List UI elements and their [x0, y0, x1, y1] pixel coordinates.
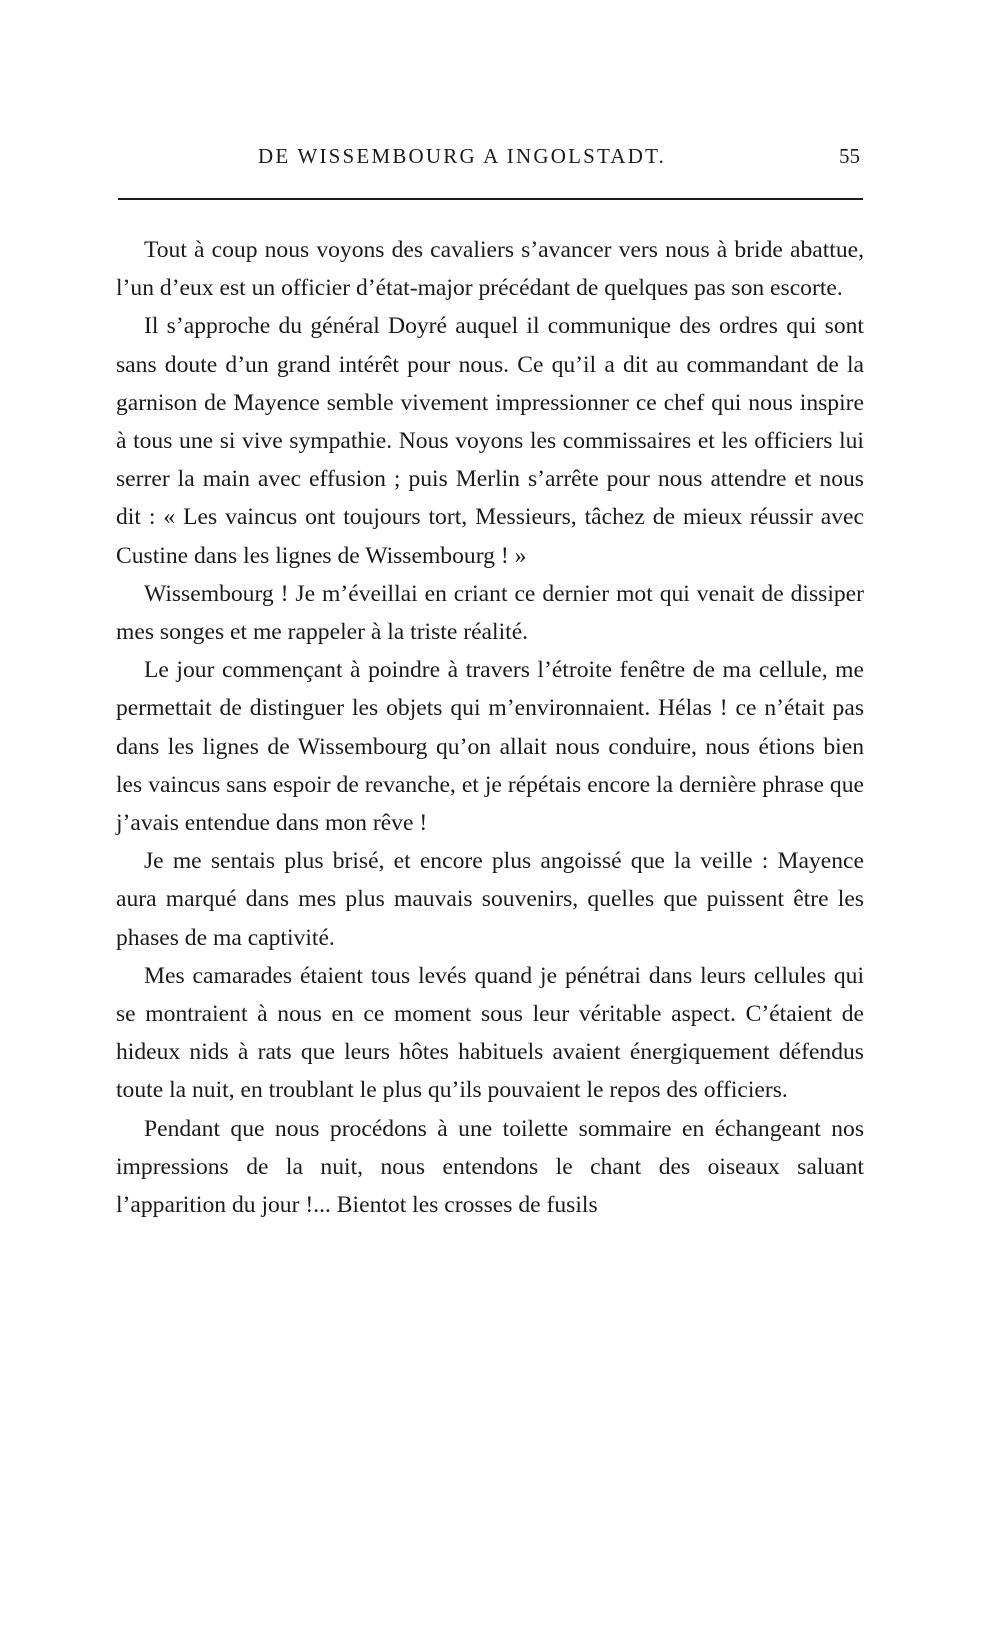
header-rule [118, 198, 863, 200]
page-number: 55 [839, 144, 860, 168]
running-head [116, 144, 866, 178]
paragraph: Mes camarades étaient tous levés quand je pénétrai dans leurs cellules qui se montraient à nous en ce moment sous leur véritable aspect. C’étaient de hideux nids à rats que leurs hôtes habituels avaient énergiquement défendus toute la nuit, en troublant le plus qu’ils pouvaient le repos des officiers. [116, 962, 864, 1104]
paragraph: Pendant que nous procédons à une toilette sommaire en échangeant nos impressions de la nuit, nous entendons le chant des oiseaux saluant l’apparition du jour !... Bientot les crosses de fusils [116, 1115, 864, 1219]
paragraph: Je me sentais plus brisé, et encore plus angoissé que la veille : Mayence aura marqué dans mes plus mauvais souvenirs, quelles que puissent être les phases de ma captivité. [116, 848, 864, 951]
paragraph: Le jour commençant à poindre à travers l’étroite fenêtre de ma cellule, me permettait de distinguer les objets qui m’environnaient. Hélas ! ce n’était pas dans les lignes de Wissembourg qu’on allait nous conduire, nous étions bien les vaincus sans espoir de revanche, et je répétais encore la dernière phrase que j’avais entendue dans mon rêve ! [116, 657, 864, 837]
paragraph: Wissembourg ! Je m’éveillai en criant ce dernier mot qui venait de dissiper mes songes et me rappeler à la triste réalité. [116, 580, 864, 646]
paragraph: Il s’approche du général Doyré auquel il communique des ordres qui sont sans doute d’un grand intérêt pour nous. Ce qu’il a dit au commandant de la garnison de Mayence semble vivement impressionner ce chef qui nous inspire à tous une si vive sympathie. Nous voyons les commissaires et les officiers lui serrer la main avec effusion ; puis Merlin s’arrête pour nous attendre et nous dit : « Les vaincus ont toujours tort, Messieurs, tâchez de mieux réussir avec Custine dans les lignes de Wissembourg ! » [116, 313, 864, 569]
paragraph: Tout à coup nous voyons des cavaliers s’avancer vers nous à bride abattue, l’un d’eux est un officier d’état-major précédant de quelques pas son escorte. [116, 237, 864, 302]
body-text [116, 231, 864, 1224]
running-title: DE WISSEMBOURG A INGOLSTADT. [258, 144, 666, 168]
